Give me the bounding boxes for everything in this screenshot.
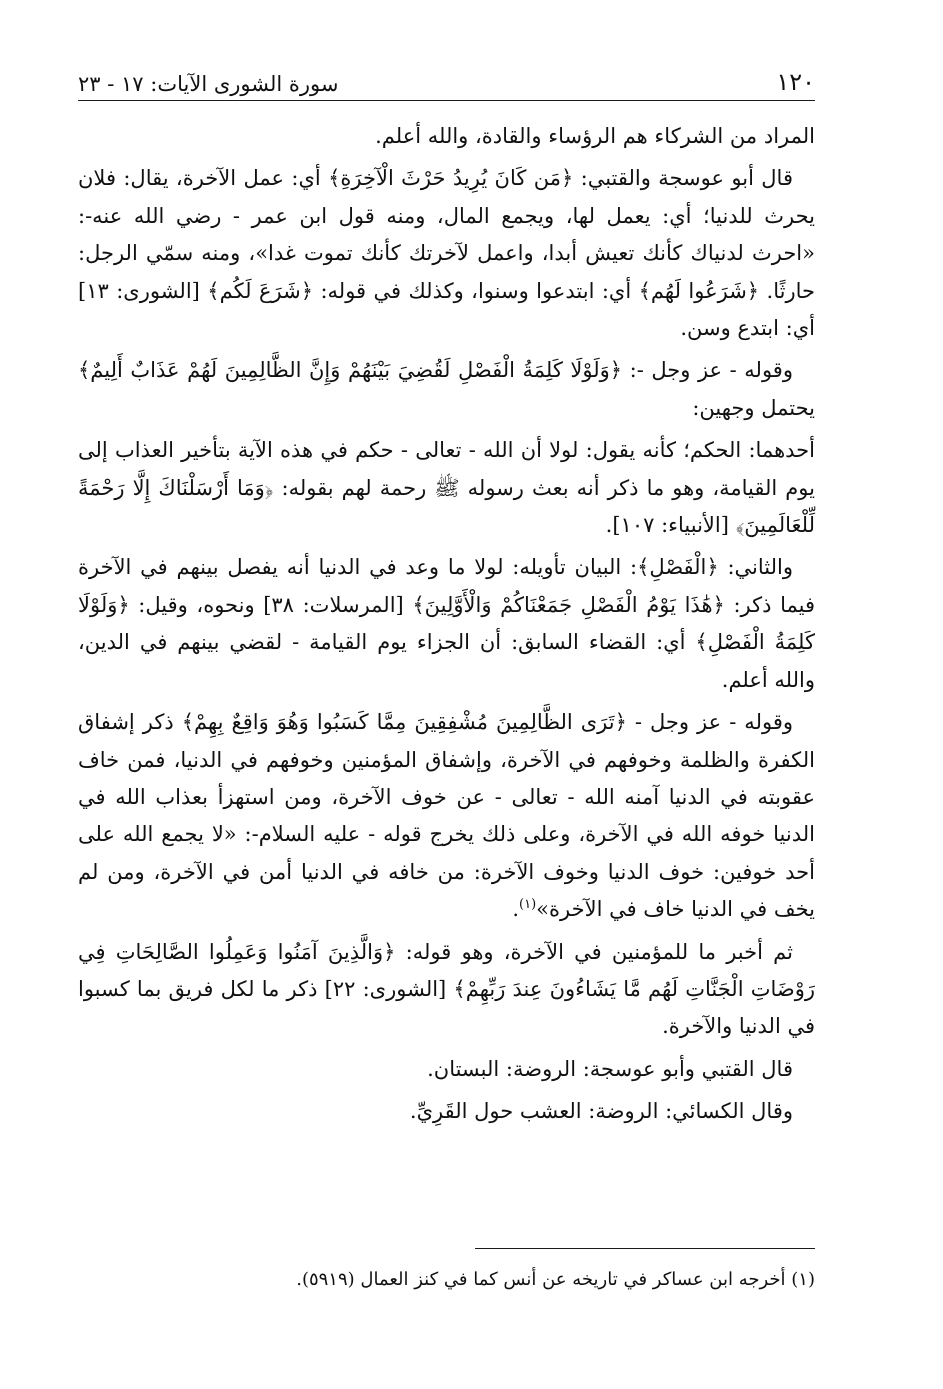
page-header <box>78 58 815 96</box>
paragraph-7-text: ثم أخبر ما للمؤمنين في الآخرة، وهو قوله: ﴿وَالَّذِينَ آمَنُوا وَعَمِلُوا الصَّالِحَاتِ فِي رَوْضَاتِ الْجَنَّاتِ لَهُم مَّا يَشَاءُونَ عِندَ رَبِّهِمْ﴾ [الشورى: ٢٢] ذكر ما لكل فريق بما كسبوا في الدنيا والآخرة. <box>78 939 815 1039</box>
paragraph-8-text: قال القتبي وأبو عوسجة: الروضة: البستان. <box>427 1056 793 1081</box>
paragraph-6-text: وقوله - عز وجل - ﴿تَرَى الظَّالِمِينَ مُشْفِقِينَ مِمَّا كَسَبُوا وَهُوَ وَاقِعٌ بِهِمْ﴾ ذكر إشفاق الكفرة والظلمة وخوفهم في الآخرة، وإشفاق المؤمنين وخوفهم في الدنيا، فمن خاف عقوبته في الدنيا آمنه الله - تعالى - عن خوف الآخرة، ومن استهزأ بعذاب الله في الدنيا خوفه الله في الآخرة، وعلى ذلك يخرج قوله - عليه السلام-: «لا يجمع الله على أحد خوفين: خوف الدنيا وخوف الآخرة: من خافه في الدنيا أمن في الآخرة، ومن لم يخف في الدنيا خاف في الآخرة» <box>78 710 815 922</box>
paragraph-5 <box>78 549 815 699</box>
paragraph-4-text: أحدهما: الحكم؛ كأنه يقول: لولا أن الله - تعالى - حكم في هذه الآية بتأخير العذاب إلى يوم القيامة، وهو ما ذكر أنه بعث رسوله ﷺ رحمة لهم بقوله: ﴿وَمَا أَرْسَلْنَاكَ إِلَّا رَحْمَةً لِّلْعَالَمِينَ﴾ [الأنبياء: ١٠٧]. <box>78 438 815 538</box>
paragraph-9 <box>78 1093 815 1130</box>
paragraph-2 <box>78 160 815 347</box>
paragraph-3-text: وقوله - عز وجل -: ﴿وَلَوْلَا كَلِمَةُ الْفَصْلِ لَقُضِيَ بَيْنَهُمْ وَإِنَّ الظَّالِمِينَ لَهُمْ عَذَابٌ أَلِيمٌ﴾ يحتمل وجهين: <box>78 358 815 420</box>
paragraph-2-text: قال أبو عوسجة والقتبي: ﴿مَن كَانَ يُرِيدُ حَرْثَ الْآخِرَةِ﴾ أي: عمل الآخرة، يقال: فلان يحرث للدنيا؛ أي: يعمل لها، ويجمع المال، ومنه قول ابن عمر - رضي الله عنه-: «احرث لدنياك كأنك تعيش أبدا، واعمل لآخرتك كأنك تموت غدا»، ومنه سمّي الرجل: حارثًا. ﴿شَرَعُوا لَهُم﴾ أي: ابتدعوا وسنوا، وكذلك في قوله: ﴿شَرَعَ لَكُم﴾ [الشورى: ١٣] أي: ابتدع وسن. <box>78 166 815 341</box>
footnote <box>78 1265 815 1295</box>
paragraph-9-text: وقال الكسائي: الروضة: العشب حول القَرِيِّ. <box>409 1099 793 1124</box>
page-number: ١٢٠ <box>776 68 815 96</box>
footnote-divider <box>475 1248 815 1249</box>
paragraph-3 <box>78 352 815 427</box>
paragraph-1 <box>78 118 815 155</box>
footnote-text: (١) أخرجه ابن عساكر في تاريخه عن أنس كما في كنز العمال (٥٩١٩). <box>296 1269 815 1290</box>
paragraph-6: وقوله - عز وجل - ﴿تَرَى الظَّالِمِينَ مُشْفِقِينَ مِمَّا كَسَبُوا وَهُوَ وَاقِعٌ بِهِمْ﴾ ذكر إشفاق الكفرة والظلمة وخوفهم في الآخرة، وإشفاق المؤمنين وخوفهم في الدنيا، فمن خاف عقوبته في الدنيا آمنه الله - تعالى - عن خوف الآخرة، ومن استهزأ بعذاب الله في الدنيا خوفه الله في الآخرة، وعلى ذلك يخرج قوله - عليه السلام-: «لا يجمع الله على أحد خوفين: خوف الدنيا وخوف الآخرة: من خافه في الدنيا أمن في الآخرة، ومن لم يخف في الدنيا خاف في الآخرة»$^{(١)}$. <box>78 710 815 922</box>
paragraph-8 <box>78 1051 815 1088</box>
paragraph-5-text: والثاني: ﴿الْفَصْلِ﴾: البيان تأويله: لولا ما وعد في الدنيا أنه يفصل بينهم في الآخرة فيما ذكر: ﴿هَٰذَا يَوْمُ الْفَصْلِ جَمَعْنَاكُمْ وَالْأَوَّلِينَ﴾ [المرسلات: ٣٨] ونحوه، وقيل: ﴿وَلَوْلَا كَلِمَةُ الْفَصْلِ﴾ أي: القضاء السابق: أن الجزاء يوم القيامة - لقضي بينهم في الدين، والله أعلم. <box>78 555 815 692</box>
paragraph-4 <box>78 432 815 544</box>
paragraph-1-text: المراد من الشركاء هم الرؤساء والقادة، والله أعلم. <box>375 124 815 148</box>
header-divider <box>78 100 815 101</box>
running-title: سورة الشورى الآيات: ١٧ - ٢٣ <box>78 72 339 96</box>
paragraph-7 <box>78 934 815 1046</box>
main-text <box>78 118 815 1136</box>
footnote-reference[interactable]: (١) <box>519 897 537 913</box>
